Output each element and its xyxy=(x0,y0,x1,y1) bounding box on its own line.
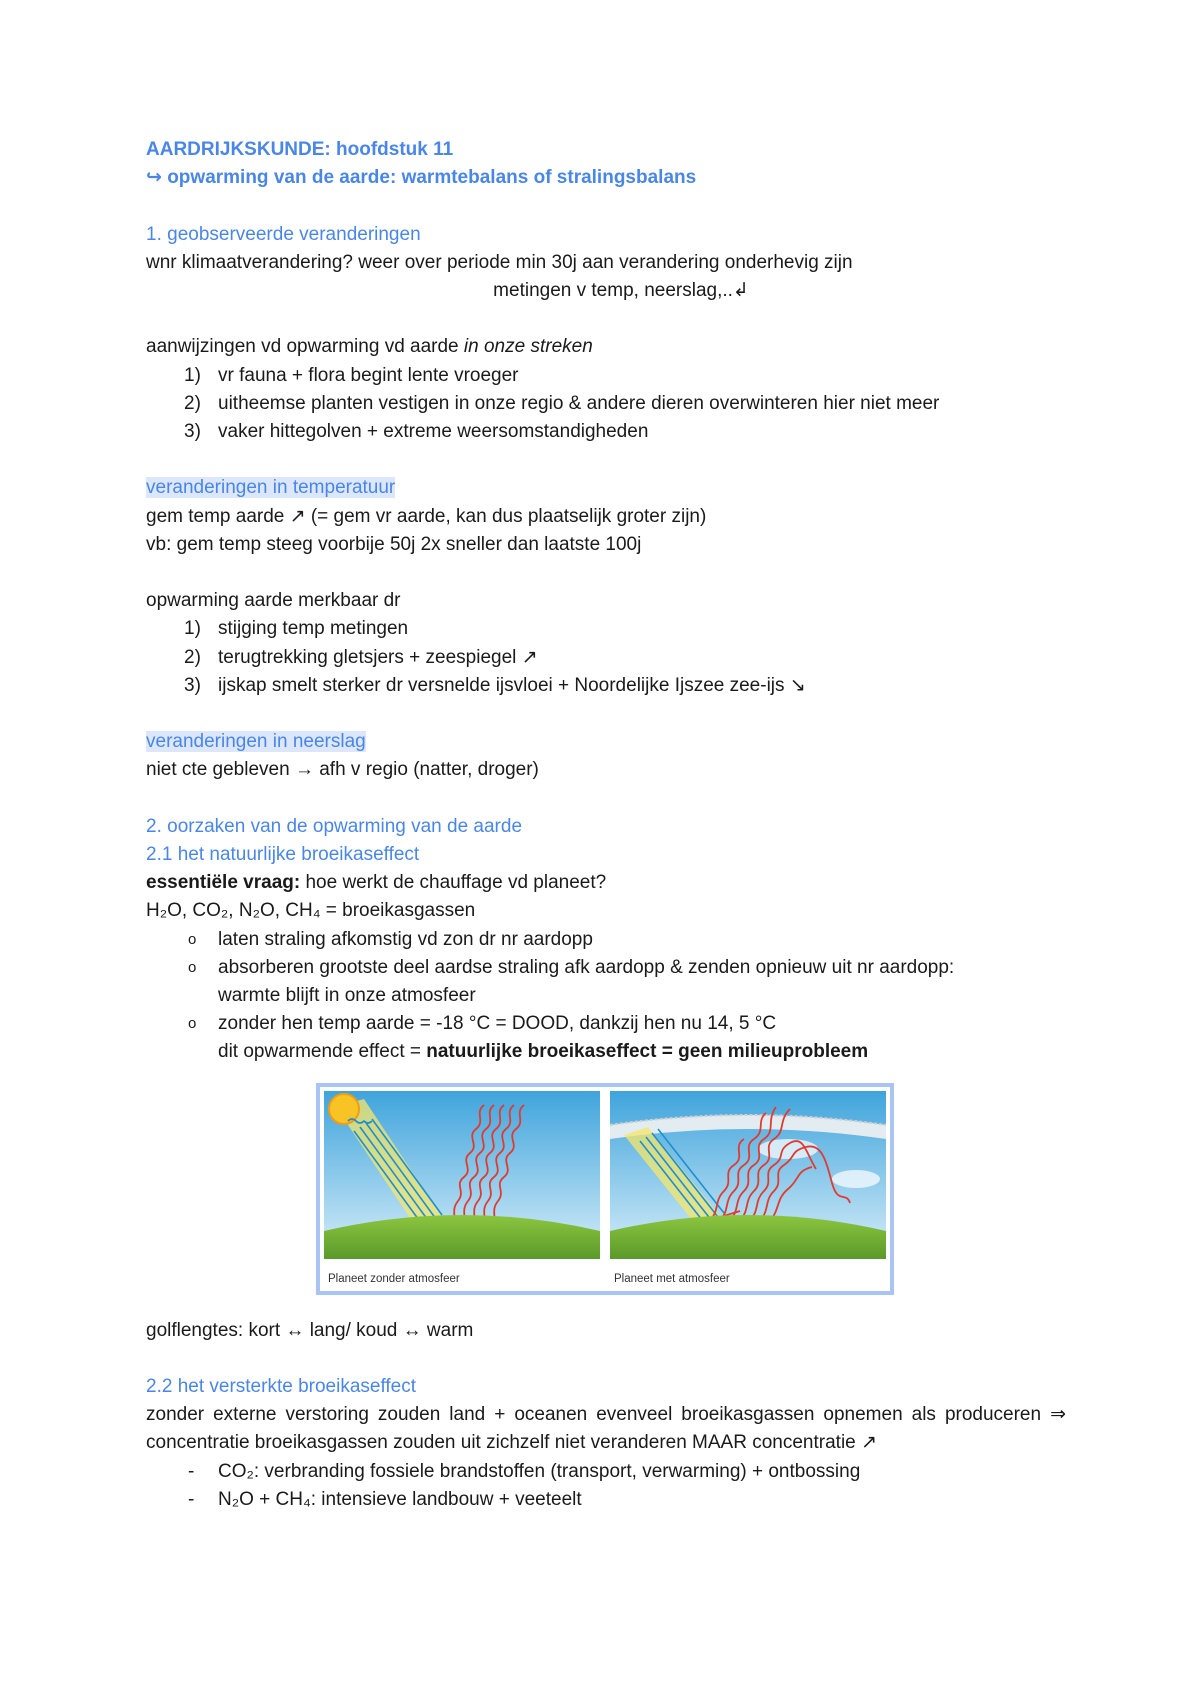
temperature-heading-row xyxy=(146,474,1066,502)
dash-bullet: - xyxy=(188,1488,195,1510)
bullet-icon: o xyxy=(188,930,197,948)
panel-without-atmosphere xyxy=(324,1091,600,1259)
indicators-intro xyxy=(146,333,1066,361)
definition-line-1: wnr klimaatverandering? weer over periode min 30j aan verandering onderhevig zijn xyxy=(146,251,853,273)
definition-line-2: metingen v temp, neerslag,..↲ xyxy=(493,280,749,301)
list-text: terugtrekking gletsjers + zeespiegel ↗ xyxy=(218,646,538,668)
document-page xyxy=(146,136,1066,1514)
list-text: CO₂: verbranding fossiele brandstoffen (transport, verwarming) + ontbossing xyxy=(218,1460,861,1482)
list-text: ijskap smelt sterker dr versnelde ijsvloei + Noordelijke Ijszee zee-ijs ↘ xyxy=(218,674,806,696)
greenhouse-gases-line: H₂O, CO₂, N₂O, CH₄ = broeikasgassen xyxy=(146,900,476,922)
list-number: 3) xyxy=(184,674,201,696)
noticeable-intro: opwarming aarde merkbaar dr xyxy=(146,590,401,612)
panel-with-atmosphere xyxy=(610,1091,886,1259)
list-item xyxy=(146,672,1066,700)
planet-without-atmosphere-illustration xyxy=(324,1091,600,1259)
list-item xyxy=(146,615,1066,643)
list-item xyxy=(146,362,1066,390)
list-item xyxy=(146,644,1066,672)
dash-bullet: - xyxy=(188,1460,195,1482)
list-number: 2) xyxy=(184,646,201,668)
list-item xyxy=(146,1458,1066,1486)
indicators-intro-text: aanwijzingen vd opwarming vd aarde xyxy=(146,336,464,358)
list-item-continuation xyxy=(146,1038,1066,1066)
list-text: warmte blijft in onze atmosfeer xyxy=(218,985,476,1006)
list-text: absorberen grootste deel aardse straling afk aardopp & zenden opnieuw uit nr aardopp: xyxy=(218,956,955,978)
list-number: 2) xyxy=(184,392,201,414)
list-item xyxy=(146,390,1066,418)
list-item xyxy=(146,1010,1066,1038)
list-item xyxy=(146,926,1066,954)
list-item-continuation xyxy=(146,982,1066,1010)
document-subtitle: ↪ opwarming van de aarde: warmtebalans of stralingsbalans xyxy=(146,167,697,189)
list-text-bold: natuurlijke broeikaseffect = geen milieuprobleem xyxy=(426,1041,869,1063)
list-item xyxy=(146,954,1066,982)
essential-question-label: essentiële vraag: xyxy=(146,872,301,894)
section-1-heading: 1. geobserveerde veranderingen xyxy=(146,223,421,245)
temperature-heading: veranderingen in temperatuur xyxy=(146,477,396,499)
bullet-icon: o xyxy=(188,1015,197,1033)
indicators-intro-italic: in onze streken xyxy=(463,336,593,358)
list-number: 1) xyxy=(184,364,201,386)
enhanced-effect-paragraph: zonder externe verstoring zouden land + oceanen evenveel broeikasgassen opnemen als produceren ⇒ concentratie broeikasgassen zouden uit zichzelf niet veranderen MAAR concentratie ↗ xyxy=(146,1404,1066,1454)
list-text: zonder hen temp aarde = -18 °C = DOOD, dankzij hen nu 14, 5 °C xyxy=(218,1013,777,1035)
list-text: laten straling afkomstig vd zon dr nr aardopp xyxy=(218,928,593,950)
list-item xyxy=(146,418,1066,446)
caption-with-atmosphere: Planeet met atmosfeer xyxy=(614,1272,730,1285)
essential-question xyxy=(146,869,1066,897)
planet-with-atmosphere-illustration xyxy=(610,1091,886,1259)
section-2-2-heading: 2.2 het versterkte broeikaseffect xyxy=(146,1376,417,1397)
list-text: vaker hittegolven + extreme weersomstandigheden xyxy=(218,421,649,442)
list-text: dit opwarmende effect = xyxy=(218,1041,427,1063)
precipitation-heading-row xyxy=(146,728,1066,756)
document-title: AARDRIJKSKUNDE: hoofdstuk 11 xyxy=(146,139,454,160)
list-number: 3) xyxy=(184,421,201,442)
list-text: N₂O + CH₄: intensieve landbouw + veeteelt xyxy=(218,1488,582,1510)
list-text: vr fauna + flora begint lente vroeger xyxy=(218,364,519,386)
bullet-icon: o xyxy=(188,958,197,976)
precipitation-line: niet cte gebleven → afh v regio (natter, droger) xyxy=(146,759,539,781)
list-number: 1) xyxy=(184,618,201,640)
greenhouse-figure xyxy=(316,1083,894,1295)
temperature-line-1: gem temp aarde ↗ (= gem vr aarde, kan dus plaatselijk groter zijn) xyxy=(146,505,707,527)
section-2-1-heading: 2.1 het natuurlijke broeikaseffect xyxy=(146,843,420,865)
section-2-heading: 2. oorzaken van de opwarming van de aarde xyxy=(146,815,523,837)
temperature-line-2: vb: gem temp steeg voorbije 50j 2x sneller dan laatste 100j xyxy=(146,533,642,555)
list-text: uitheemse planten vestigen in onze regio & andere dieren overwinteren hier niet meer xyxy=(218,392,940,414)
list-item xyxy=(146,1486,1066,1514)
precipitation-heading: veranderingen in neerslag xyxy=(146,731,366,753)
wavelengths-line: golflengtes: kort ↔ lang/ koud ↔ warm xyxy=(146,1319,474,1341)
caption-without-atmosphere: Planeet zonder atmosfeer xyxy=(328,1272,460,1285)
list-text: stijging temp metingen xyxy=(218,618,409,640)
essential-question-text: hoe werkt de chauffage vd planeet? xyxy=(300,872,607,894)
